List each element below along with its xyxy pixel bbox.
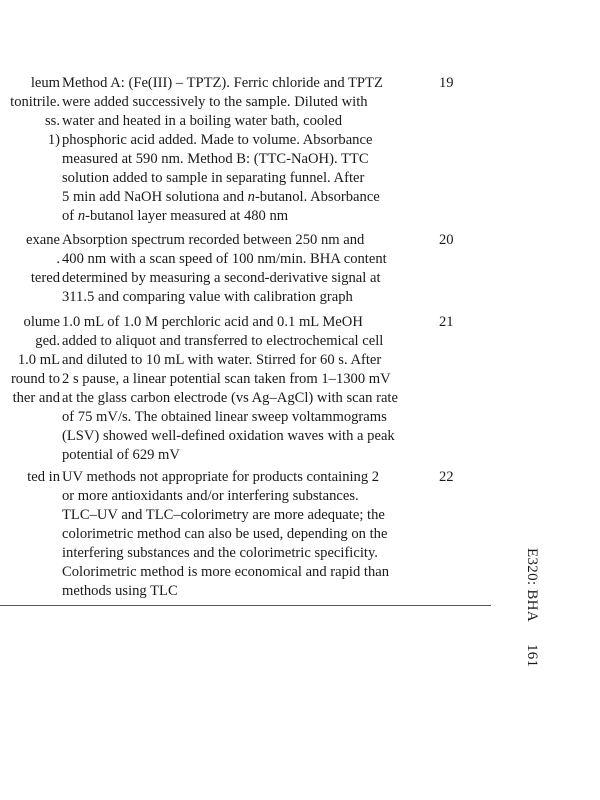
left-column-fragment [0,231,60,288]
method-text-line: were added successively to the sample. Diluted with [62,94,368,110]
reference-number: 22 [439,469,454,485]
method-text-line: UV methods not appropriate for products containing 2 [62,469,380,485]
method-description [62,231,432,307]
running-head [522,548,542,688]
method-text-line: measured at 590 nm. Method B: (TTC-NaOH). TTC [62,151,369,167]
left-text-line: leum [30,75,60,91]
method-text-line: Colorimetric method is more economical and rapid than [62,564,390,580]
left-text-line: ted in [27,469,60,485]
left-text-line: ss. [44,113,60,129]
method-text-line: or more antioxidants and/or interfering substances. [62,488,359,504]
method-text-line: potential of 629 mV [62,447,180,463]
method-text-line: colorimetric method can also be used, depending on the [62,526,388,542]
method-text-line: 400 nm with a scan speed of 100 nm/min. BHA content [62,251,387,267]
method-text-line: water and heated in a boiling water bath, cooled [62,113,343,129]
method-text-line: 1.0 mL of 1.0 M perchloric acid and 0.1 mL MeOH [62,314,363,330]
reference-number: 19 [439,75,454,91]
left-text-line: tonitrile. [10,94,60,110]
table-bottom-rule [0,605,491,606]
method-text-line: Method A: (Fe(III) – TPTZ). Ferric chloride and TPTZ [62,75,383,91]
method-text-line: phosphoric acid added. Made to volume. Absorbance [62,132,373,148]
method-text-line: 2 s pause, a linear potential scan taken from 1–1300 mV [62,371,391,387]
page-number: 161 [524,643,540,668]
method-text-line: methods using TLC [62,583,178,599]
method-text-line: 5 min add NaOH solutiona and n-butanol. Absorbance [62,189,380,205]
method-description [62,74,432,226]
method-text-line: of 75 mV/s. The obtained linear sweep voltammograms [62,409,387,425]
method-text-line: (LSV) showed well-defined oxidation waves with a peak [62,428,395,444]
method-text-line: solution added to sample in separating funnel. After [62,170,365,186]
left-text-line: 1.0 mL [17,352,60,368]
left-text-line: tered [30,270,60,286]
method-text-line: 311.5 and comparing value with calibration graph [62,289,353,305]
left-text-line: 1) [47,132,60,148]
method-text-line: determined by measuring a second-derivative signal at [62,270,381,286]
running-head-section: E320: BHA [524,548,540,622]
method-description [62,313,432,465]
reference-number: 21 [439,314,454,330]
method-text-line: added to aliquot and transferred to electrochemical cell [62,333,384,349]
left-column-fragment [0,468,60,487]
left-text-line: exane [25,232,60,248]
method-text-line: and diluted to 10 mL with water. Stirred for 60 s. After [62,352,382,368]
left-text-line: round to [10,371,60,387]
method-description [62,468,432,601]
method-text-line: interfering substances and the colorimetric specificity. [62,545,378,561]
left-text-line: olume [23,314,60,330]
method-text-line: Absorption spectrum recorded between 250 nm and [62,232,365,248]
method-text-line: at the glass carbon electrode (vs Ag–AgCl) with scan rate [62,390,398,406]
left-column-fragment [0,313,60,408]
method-text-line: of n-butanol layer measured at 480 nm [62,208,289,224]
left-text-line: ged. [35,333,60,349]
left-text-line: ther and [12,390,60,406]
left-column-fragment [0,74,60,150]
left-text-line: . [56,251,60,267]
method-text-line: TLC–UV and TLC–colorimetry are more adequate; the [62,507,385,523]
reference-number: 20 [439,232,454,248]
